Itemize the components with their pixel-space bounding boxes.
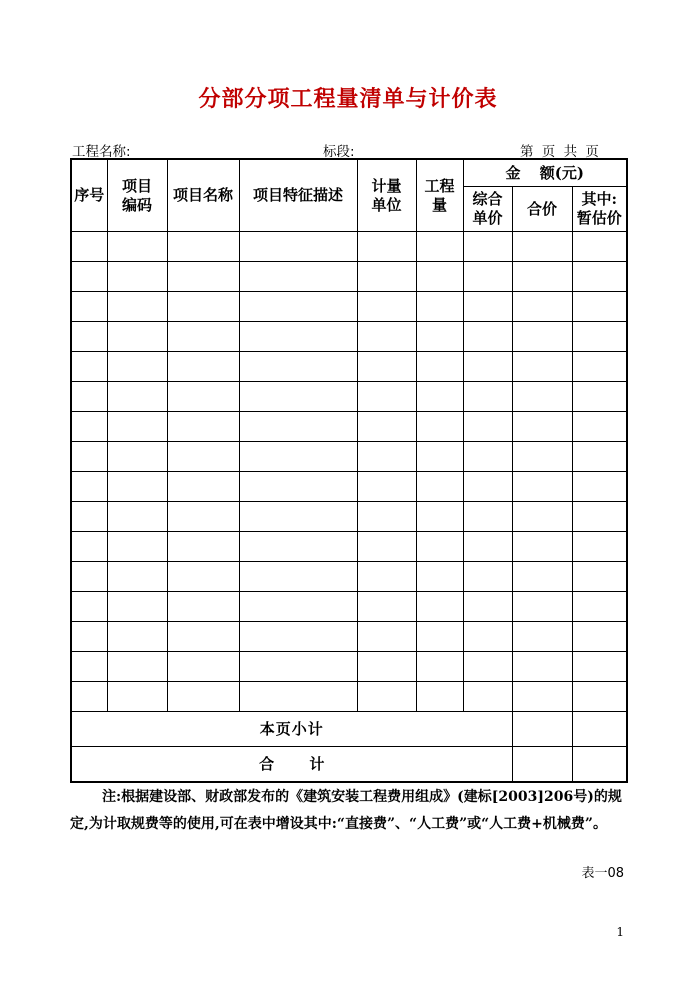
table-cell[interactable] (167, 382, 239, 412)
table-cell[interactable] (463, 292, 512, 322)
table-cell[interactable] (572, 502, 627, 532)
table-cell[interactable] (572, 232, 627, 262)
table-cell[interactable] (357, 532, 416, 562)
table-cell[interactable] (416, 592, 463, 622)
page-count-label: 第 页 共 页 (520, 144, 599, 160)
header-amount: 金 额(元) (463, 159, 627, 187)
table-cell[interactable] (572, 532, 627, 562)
header-features: 项目特征描述 (239, 159, 357, 232)
table-cell[interactable] (572, 682, 627, 712)
table-row (71, 652, 627, 682)
table-cell[interactable] (463, 442, 512, 472)
header-provisional-price: 其中: 暂估价 (572, 187, 627, 232)
table-cell[interactable] (107, 412, 167, 442)
table-cell[interactable] (357, 472, 416, 502)
table-row (71, 442, 627, 472)
table-cell[interactable] (572, 472, 627, 502)
table-body (71, 232, 627, 712)
table-cell[interactable] (239, 652, 357, 682)
table-cell[interactable] (357, 682, 416, 712)
table-cell[interactable] (167, 622, 239, 652)
table-cell[interactable] (167, 352, 239, 382)
table-cell[interactable] (416, 262, 463, 292)
section-label: 标段: (323, 144, 355, 160)
table-cell[interactable] (71, 412, 107, 442)
table-cell[interactable] (239, 622, 357, 652)
table-cell[interactable] (239, 442, 357, 472)
table-cell[interactable] (512, 382, 572, 412)
quantity-pricing-table (70, 158, 628, 783)
table-row (71, 262, 627, 292)
table-cell[interactable] (167, 262, 239, 292)
table-cell[interactable] (239, 592, 357, 622)
table-cell[interactable] (167, 472, 239, 502)
table-cell[interactable] (107, 442, 167, 472)
table-cell[interactable] (167, 442, 239, 472)
table-cell[interactable] (239, 562, 357, 592)
table-cell[interactable] (572, 322, 627, 352)
table-cell[interactable] (463, 322, 512, 352)
table-cell[interactable] (107, 622, 167, 652)
table-cell[interactable] (512, 412, 572, 442)
header-quantity: 工程 量 (416, 159, 463, 232)
table-cell[interactable] (167, 592, 239, 622)
table-cell[interactable] (357, 292, 416, 322)
table-cell[interactable] (107, 472, 167, 502)
table-cell[interactable] (463, 622, 512, 652)
table-cell[interactable] (572, 652, 627, 682)
table-row (71, 562, 627, 592)
table-cell[interactable] (71, 262, 107, 292)
table-cell[interactable] (512, 322, 572, 352)
table-cell[interactable] (512, 532, 572, 562)
table-cell[interactable] (167, 292, 239, 322)
table-cell[interactable] (71, 682, 107, 712)
table-cell[interactable] (357, 382, 416, 412)
table-cell[interactable] (71, 292, 107, 322)
header-item-name: 项目名称 (167, 159, 239, 232)
table-cell[interactable] (167, 682, 239, 712)
table-cell[interactable] (572, 292, 627, 322)
table-cell[interactable] (357, 652, 416, 682)
grand-total-label: 合 计 (71, 747, 512, 783)
document-title: 分部分项工程量清单与计价表 (198, 86, 498, 112)
table-cell[interactable] (107, 682, 167, 712)
table-cell[interactable] (357, 412, 416, 442)
table-cell[interactable] (357, 232, 416, 262)
table-cell[interactable] (572, 592, 627, 622)
table-row (71, 382, 627, 412)
table-cell[interactable] (71, 382, 107, 412)
table-cell[interactable] (572, 622, 627, 652)
table-row (71, 682, 627, 712)
table-cell[interactable] (71, 442, 107, 472)
table-cell[interactable] (357, 502, 416, 532)
table-cell[interactable] (239, 472, 357, 502)
table-cell[interactable] (357, 322, 416, 352)
table-cell[interactable] (463, 262, 512, 292)
table-row (71, 622, 627, 652)
table-cell[interactable] (512, 232, 572, 262)
table-cell[interactable] (239, 322, 357, 352)
table-cell[interactable] (572, 562, 627, 592)
table-cell[interactable] (239, 382, 357, 412)
table-cell[interactable] (107, 652, 167, 682)
table-cell[interactable] (107, 232, 167, 262)
table-row (71, 412, 627, 442)
table-cell[interactable] (167, 412, 239, 442)
table-cell[interactable] (463, 562, 512, 592)
table-cell[interactable] (167, 562, 239, 592)
subtotal-cell[interactable] (512, 712, 572, 747)
footnote: 注:根据建设部、财政部发布的《建筑安装工程费用组成》(建标[2003]206号)的规定,为计取规费等的使用,可在表中增设其中:“直接费”、“人工费”或“人工费+机械费”。 (70, 789, 622, 832)
table-cell[interactable] (71, 592, 107, 622)
project-name-label: 工程名称: (72, 144, 131, 160)
table-cell[interactable] (239, 682, 357, 712)
total-cell[interactable] (512, 747, 572, 783)
table-cell[interactable] (71, 502, 107, 532)
table-cell[interactable] (239, 232, 357, 262)
table-cell[interactable] (357, 262, 416, 292)
table-row (71, 532, 627, 562)
table-cell[interactable] (572, 352, 627, 382)
table-cell[interactable] (357, 442, 416, 472)
table-cell[interactable] (167, 532, 239, 562)
table-cell[interactable] (239, 532, 357, 562)
table-cell[interactable] (167, 322, 239, 352)
table-cell[interactable] (512, 592, 572, 622)
table-cell[interactable] (416, 322, 463, 352)
table-cell[interactable] (512, 292, 572, 322)
table-cell[interactable] (463, 232, 512, 262)
table-cell[interactable] (71, 532, 107, 562)
table-cell[interactable] (416, 622, 463, 652)
table-cell[interactable] (107, 292, 167, 322)
table-cell[interactable] (107, 592, 167, 622)
table-cell[interactable] (463, 532, 512, 562)
table-cell[interactable] (572, 442, 627, 472)
table-cell[interactable] (71, 562, 107, 592)
table-cell[interactable] (512, 682, 572, 712)
table-cell[interactable] (71, 622, 107, 652)
table-row (71, 472, 627, 502)
table-cell[interactable] (416, 292, 463, 322)
table-cell[interactable] (71, 232, 107, 262)
table-cell[interactable] (463, 382, 512, 412)
table-cell[interactable] (416, 232, 463, 262)
table-cell[interactable] (416, 652, 463, 682)
table-cell[interactable] (572, 412, 627, 442)
table-cell[interactable] (512, 622, 572, 652)
table-cell[interactable] (357, 562, 416, 592)
table-cell[interactable] (357, 592, 416, 622)
table-cell[interactable] (239, 502, 357, 532)
table-row (71, 292, 627, 322)
table-cell[interactable] (416, 682, 463, 712)
table-cell[interactable] (512, 502, 572, 532)
page-number: 1 (616, 925, 624, 939)
table-cell[interactable] (463, 502, 512, 532)
header-unit: 计量 单位 (357, 159, 416, 232)
table-cell[interactable] (107, 502, 167, 532)
table-cell[interactable] (463, 682, 512, 712)
table-cell[interactable] (416, 532, 463, 562)
table-cell[interactable] (167, 502, 239, 532)
table-cell[interactable] (512, 262, 572, 292)
table-cell[interactable] (107, 322, 167, 352)
table-cell[interactable] (71, 322, 107, 352)
form-number: 表一08 (581, 866, 624, 881)
table-cell[interactable] (107, 352, 167, 382)
table-cell[interactable] (572, 382, 627, 412)
header-total-price: 合价 (512, 187, 572, 232)
header-seq: 序号 (71, 159, 107, 232)
table-cell[interactable] (512, 562, 572, 592)
table-cell[interactable] (107, 262, 167, 292)
table-row (71, 322, 627, 352)
table-cell[interactable] (71, 352, 107, 382)
table-cell[interactable] (416, 412, 463, 442)
table-cell[interactable] (107, 532, 167, 562)
table-cell[interactable] (512, 472, 572, 502)
subtotal-provisional-cell[interactable] (572, 712, 627, 747)
table-cell[interactable] (463, 592, 512, 622)
table-row (71, 592, 627, 622)
table-cell[interactable] (512, 442, 572, 472)
table-cell[interactable] (107, 382, 167, 412)
table-cell[interactable] (71, 652, 107, 682)
table-cell[interactable] (463, 652, 512, 682)
table-cell[interactable] (239, 412, 357, 442)
table-cell[interactable] (239, 292, 357, 322)
total-provisional-cell[interactable] (572, 747, 627, 783)
table-cell[interactable] (167, 232, 239, 262)
header-code: 项目 编码 (107, 159, 167, 232)
table-row (71, 232, 627, 262)
table-cell[interactable] (416, 442, 463, 472)
table-cell[interactable] (463, 472, 512, 502)
table-cell[interactable] (463, 352, 512, 382)
table-cell[interactable] (416, 562, 463, 592)
table-cell[interactable] (416, 382, 463, 412)
table-row (71, 502, 627, 532)
table-cell[interactable] (357, 352, 416, 382)
table-cell[interactable] (416, 352, 463, 382)
header-unit-price: 综合 单价 (463, 187, 512, 232)
table-cell[interactable] (239, 262, 357, 292)
table-cell[interactable] (463, 412, 512, 442)
table-cell[interactable] (357, 622, 416, 652)
table-cell[interactable] (167, 652, 239, 682)
table-cell[interactable] (572, 262, 627, 292)
table-cell[interactable] (512, 652, 572, 682)
table-cell[interactable] (239, 352, 357, 382)
table-cell[interactable] (512, 352, 572, 382)
table-cell[interactable] (71, 472, 107, 502)
page-subtotal-label: 本页小计 (71, 712, 512, 747)
table-row (71, 352, 627, 382)
table-cell[interactable] (416, 502, 463, 532)
table-cell[interactable] (107, 562, 167, 592)
table-cell[interactable] (416, 472, 463, 502)
